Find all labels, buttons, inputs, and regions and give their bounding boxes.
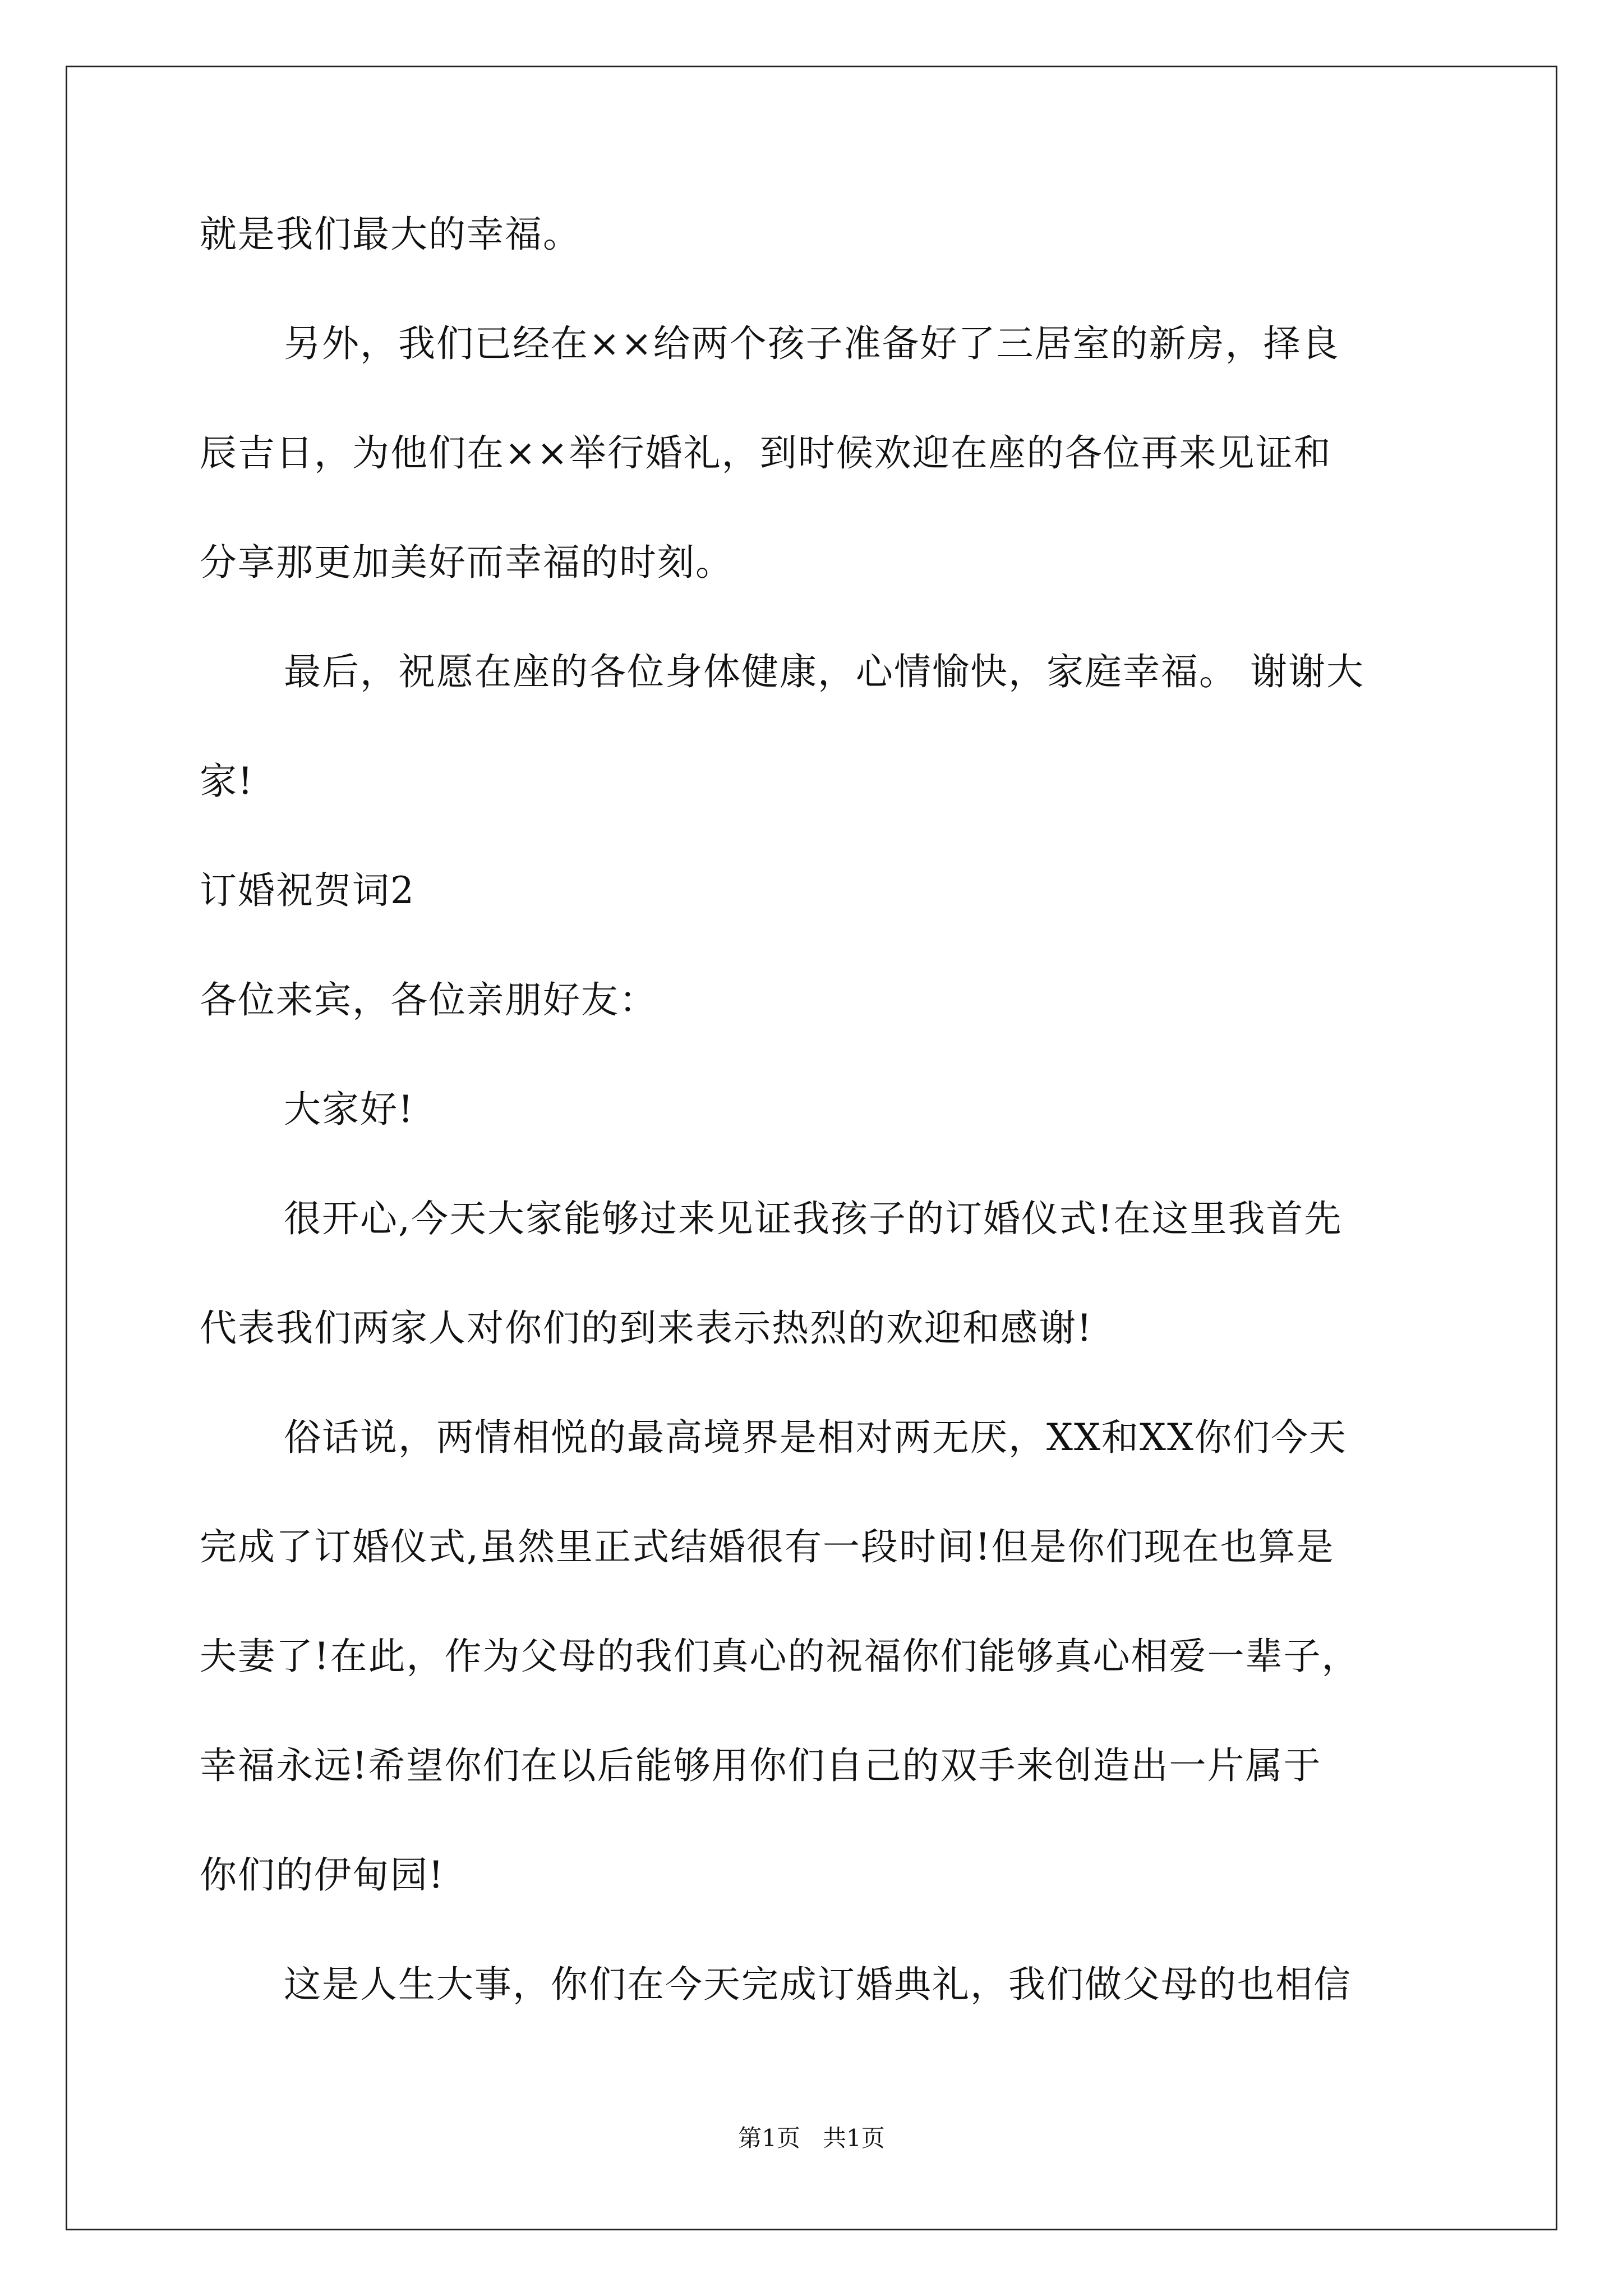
text-line: 大家好! (284, 1088, 414, 1131)
text-line: 很开心,今天大家能够过来见证我孩子的订婚仪式!在这里我首先 (284, 1197, 1343, 1240)
text-line: 幸福永远!希望你们在以后能够用你们自己的双手来创造出一片属于 (200, 1744, 1322, 1787)
page-frame (66, 66, 1557, 2230)
text-line: 完成了订婚仪式,虽然里正式结婚很有一段时间!但是你们现在也算是 (200, 1525, 1335, 1568)
page-number-footer: 第1页 共1页 (738, 2124, 885, 2152)
text-line: 代表我们两家人对你们的到来表示热烈的欢迎和感谢! (200, 1306, 1093, 1350)
text-line: 夫妻了!在此，作为父母的我们真心的祝福你们能够真心相爱一辈子， (200, 1635, 1360, 1678)
text-line: 就是我们最大的幸福。 (200, 213, 581, 256)
text-line: 家! (200, 760, 254, 803)
section-heading: 订婚祝贺词2 (200, 869, 415, 912)
text-line: 你们的伊甸园! (200, 1853, 445, 1897)
text-line: 另外，我们已经在××给两个孩子准备好了三居室的新房，择良 (284, 322, 1340, 365)
text-line: 这是人生大事，你们在今天完成订婚典礼，我们做父母的也相信 (284, 1963, 1352, 2006)
text-line: 各位来宾，各位亲朋好友： (200, 978, 657, 1022)
text-line: 辰吉日，为他们在××举行婚礼，到时候欢迎在座的各位再来见证和 (200, 431, 1332, 475)
text-line: 俗话说，两情相悦的最高境界是相对两无厌，XX和XX你们今天 (284, 1416, 1347, 1459)
text-line: 最后，祝愿在座的各位身体健康，心情愉快，家庭幸福。 谢谢大 (284, 650, 1364, 693)
text-line: 分享那更加美好而幸福的时刻。 (200, 541, 734, 584)
